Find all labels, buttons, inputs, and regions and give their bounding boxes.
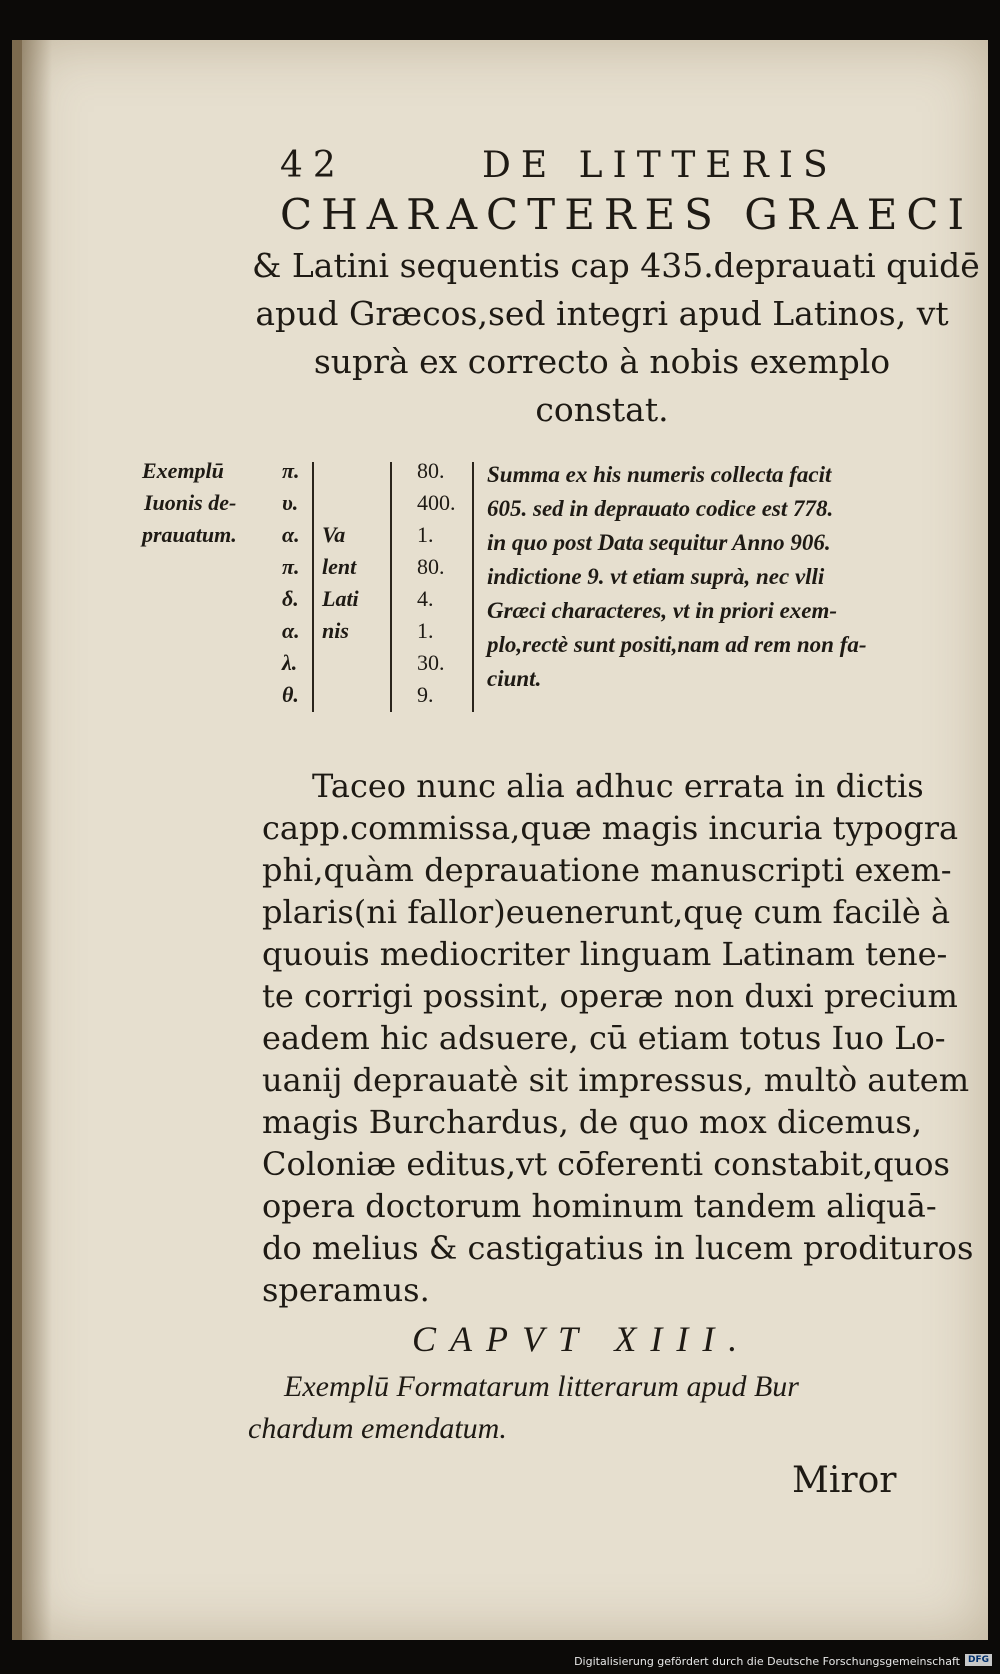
dfg-logo: DFG (965, 1654, 992, 1666)
intro-line: & Latini sequentis cap 435.deprauati quidē (252, 246, 980, 285)
body-line: te corrigi possint, operæ non duxi precium (262, 977, 958, 1015)
summa-line: plo,rectè sunt positi,nam ad rem non fa- (487, 632, 867, 657)
body-line: uanij deprauatè sit impressus, multò autem (262, 1061, 970, 1099)
greek-letter: α. (282, 618, 300, 643)
summa-line: indictione 9. vt etiam suprà, nec vlli (487, 564, 825, 589)
section-title: CHARACTERES GRAECI (280, 190, 974, 239)
body-line: capp.commissa,quæ magis incuria typogra (262, 809, 959, 847)
footer-credit: Digitalisierung gefördert durch die Deutsche Forschungsgemeinschaft (574, 1655, 960, 1668)
numeric-table (142, 458, 982, 758)
table-number: 4. (417, 586, 434, 611)
greek-letter: π. (282, 458, 300, 483)
body-line: speramus. (262, 1271, 430, 1309)
greek-letter: θ. (282, 682, 299, 707)
greek-letter: υ. (282, 490, 299, 515)
table-number: 400. (417, 490, 456, 515)
chapter-subtitle-line: chardum emendatum. (248, 1412, 507, 1445)
table-number: 30. (417, 650, 445, 675)
catchword: Miror (792, 1460, 897, 1501)
summa-note (487, 458, 967, 696)
table-label-line: prauatum. (142, 522, 237, 547)
page-number: 42 (280, 145, 346, 186)
table-middle-line: Lati (322, 586, 359, 611)
table-number: 80. (417, 554, 445, 579)
table-middle-line: lent (322, 554, 357, 579)
table-number: 80. (417, 458, 445, 483)
summa-line: in quo post Data sequitur Anno 906. (487, 530, 831, 555)
table-middle-line: nis (322, 618, 349, 643)
greek-letter: π. (282, 554, 300, 579)
table-number: 9. (417, 682, 434, 707)
summa-line: 605. sed in deprauato codice est 778. (487, 496, 834, 521)
table-label-line: Iuonis de- (144, 490, 237, 515)
chapter-heading: CAPVT XIII. (412, 1319, 752, 1359)
body-line: magis Burchardus, de quo mox dicemus, (262, 1103, 922, 1141)
body-line: Taceo nunc alia adhuc errata in dictis (312, 767, 924, 805)
digitization-footer (0, 1648, 1000, 1674)
table-middle-line: Va (322, 522, 346, 547)
summa-line: Græci characteres, vt in priori exem- (487, 598, 838, 623)
body-line: do melius & castigatius in lucem prodituros (262, 1229, 974, 1267)
body-paragraph (262, 765, 974, 1311)
body-line: eadem hic adsuere, cū etiam totus Iuo Lo- (262, 1019, 946, 1057)
bracket-line (472, 462, 474, 712)
chapter-subtitle-line: Exemplū Formatarum litterarum apud Bur (284, 1370, 799, 1403)
book-page (12, 40, 988, 1640)
bracket-line (390, 462, 392, 712)
summa-line: ciunt. (487, 666, 542, 691)
table-number: 1. (417, 522, 434, 547)
intro-line: suprà ex correcto à nobis exemplo (313, 342, 891, 381)
body-line: Coloniæ editus,vt cōferenti constabit,quos (262, 1145, 950, 1183)
greek-letter: δ. (282, 586, 299, 611)
bracket-line (312, 462, 314, 712)
body-line: plaris(ni fallor)euenerunt,quę cum facilè à (262, 893, 951, 931)
table-label-line: Exemplū (142, 458, 224, 483)
body-line: quouis mediocriter linguam Latinam tene- (262, 935, 948, 973)
greek-letter: λ. (282, 650, 298, 675)
table-number: 1. (417, 618, 434, 643)
body-line: opera doctorum hominum tandem aliquā- (262, 1187, 937, 1225)
intro-line: constat. (535, 390, 669, 429)
running-title: DE LITTERIS (482, 145, 838, 186)
spine-shadow (22, 40, 52, 1640)
greek-letter: α. (282, 522, 300, 547)
body-line: phi,quàm deprauatione manuscripti exem- (262, 851, 952, 889)
intro-line: apud Græcos,sed integri apud Latinos, vt (255, 294, 949, 333)
summa-line: Summa ex his numeris collecta facit (487, 462, 832, 487)
